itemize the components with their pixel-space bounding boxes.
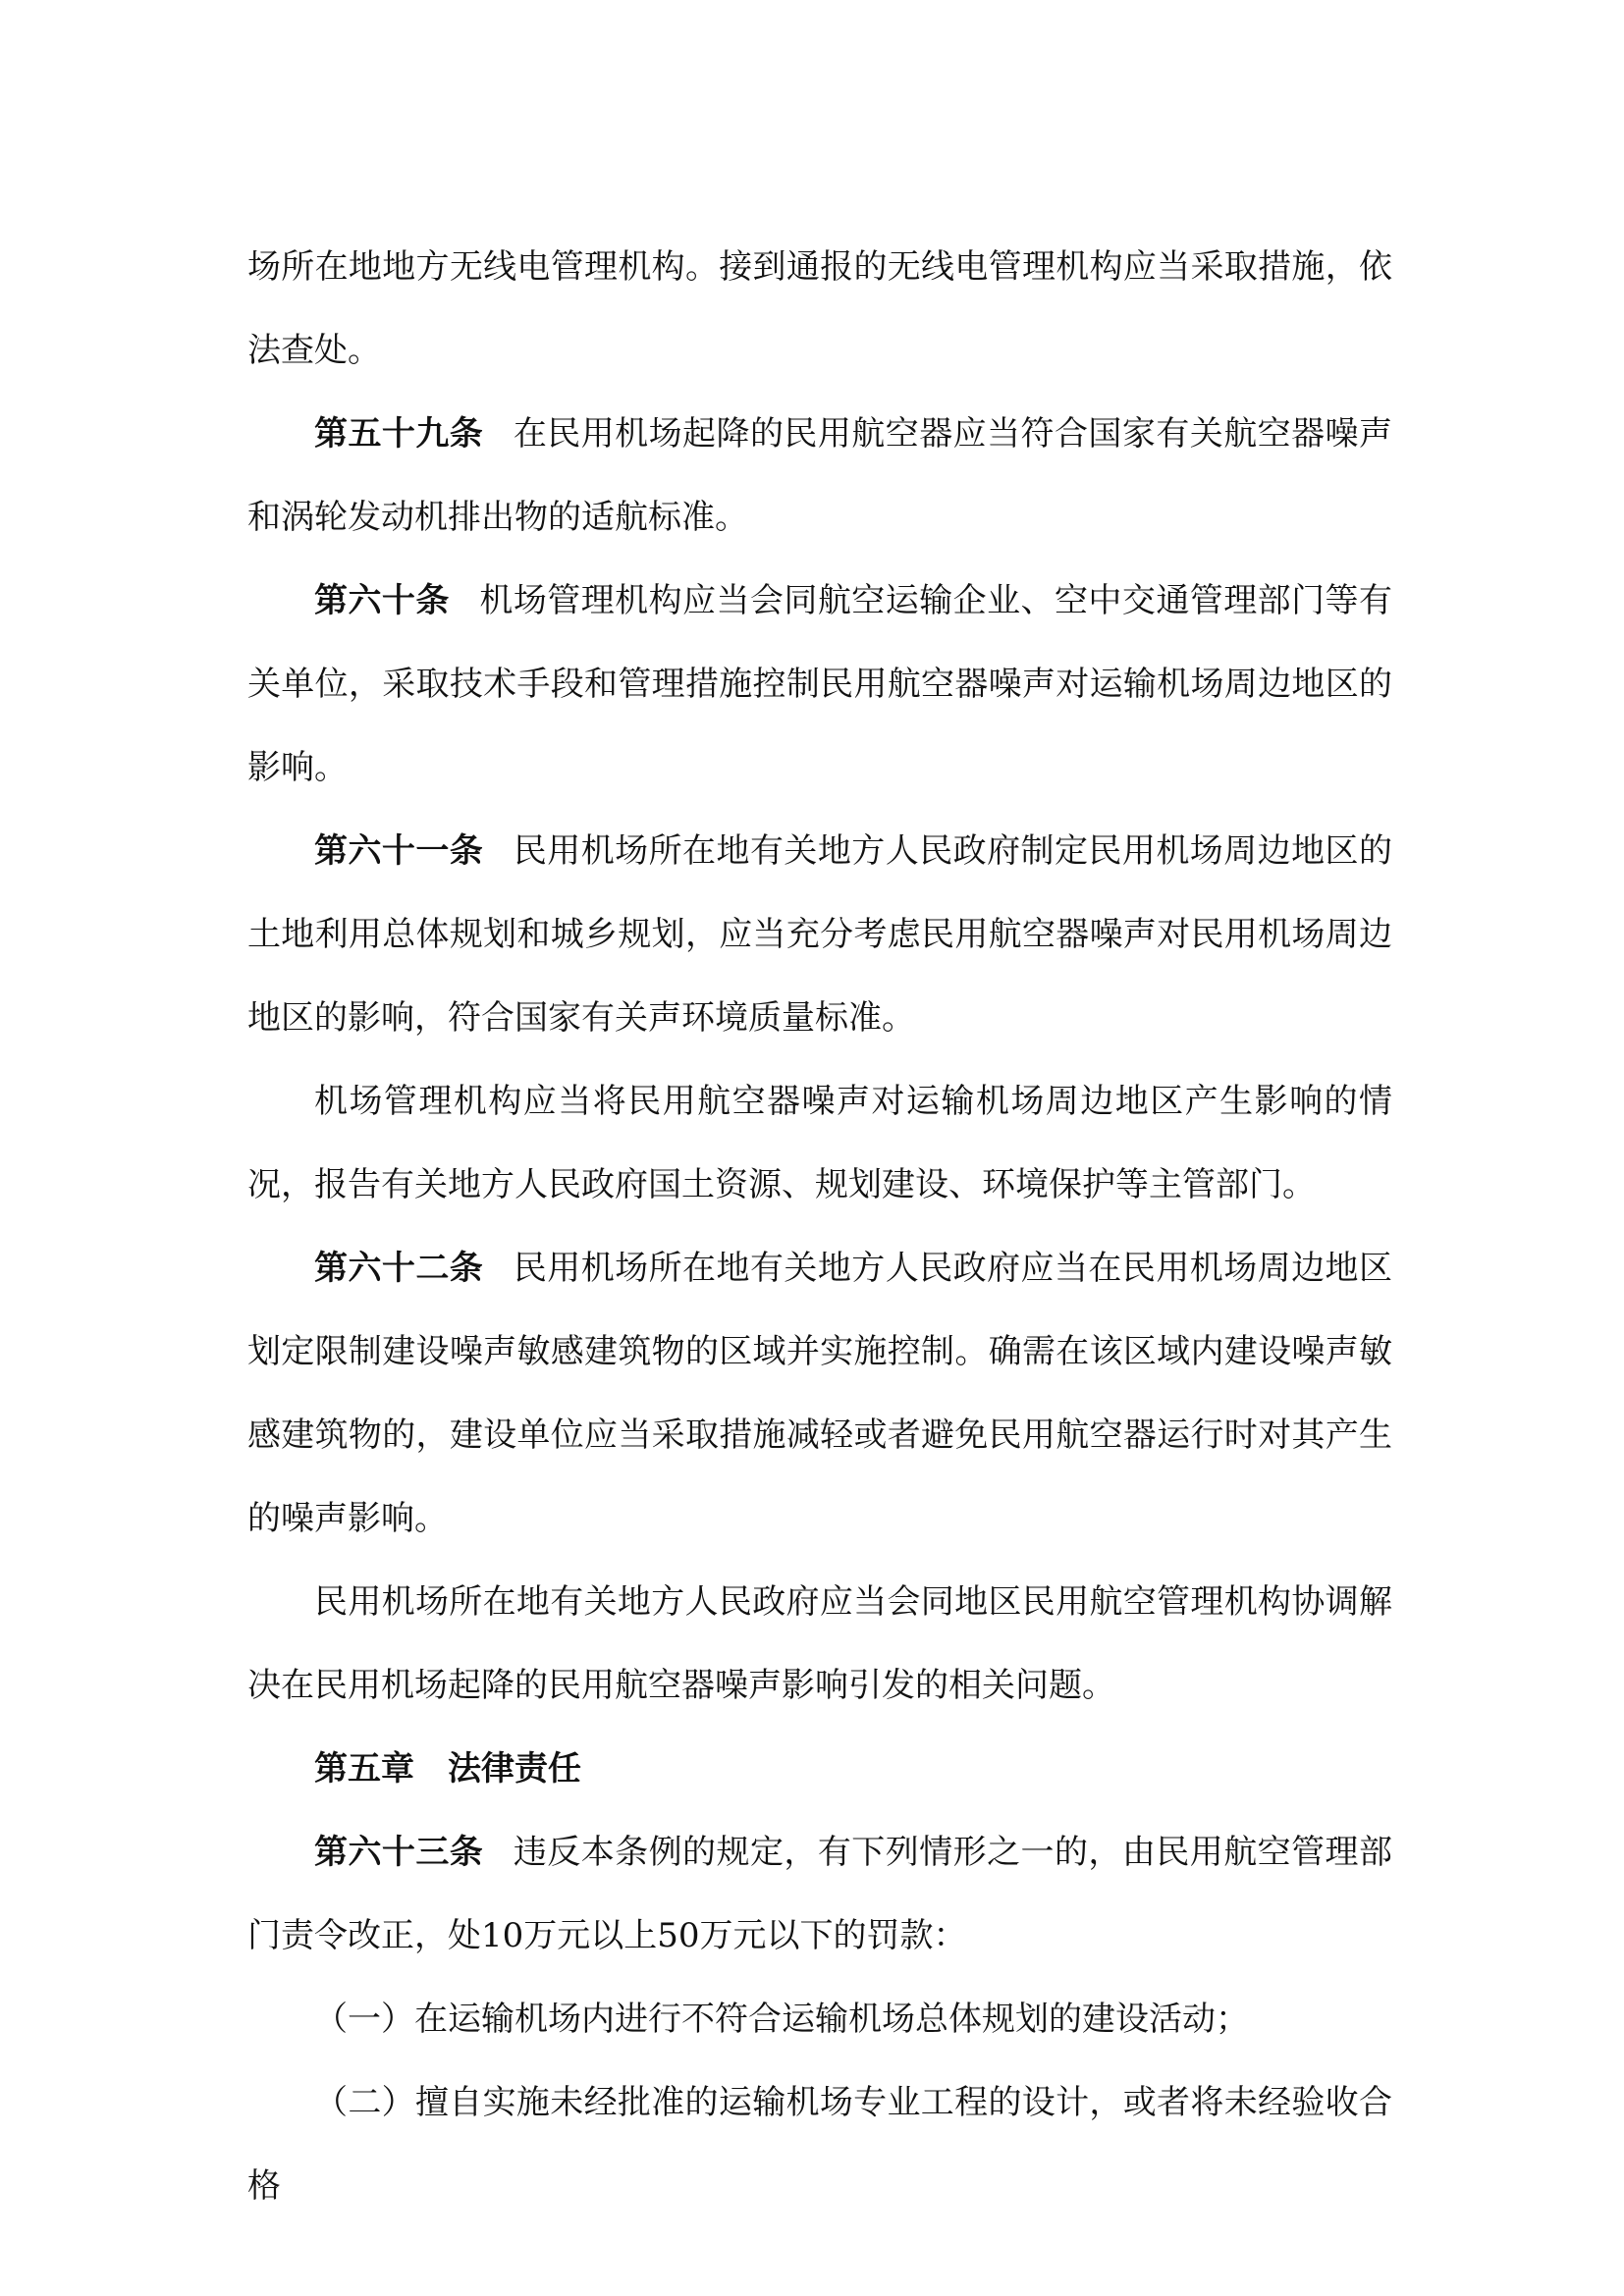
article-63-item-2: （二）擅自实施未经批准的运输机场专业工程的设计，或者将未经验收合格 <box>247 2083 1392 2206</box>
chapter-5-heading: 第五章 法律责任 <box>314 1749 581 1789</box>
article-60-text: 机场管理机构应当会同航空运输企业、空中交通管理部门等有关单位，采取技术手段和管理措施控制民用航空器噪声对运输机场周边地区的影响。 <box>247 581 1393 787</box>
article-61-paragraph-2: 机场管理机构应当将民用航空器噪声对运输机场周边地区产生影响的情况，报告有关地方人民政府国土资源、规划建设、环境保护等主管部门。 <box>247 1082 1392 1204</box>
article-62-paragraph-2: 民用机场所在地有关地方人民政府应当会同地区民用航空管理机构协调解决在民用机场起降的民用航空器噪声影响引发的相关问题。 <box>247 1582 1392 1705</box>
article-63-item-1: （一）在运输机场内进行不符合运输机场总体规划的建设活动； <box>314 2000 1249 2039</box>
article-61 <box>247 810 1392 1060</box>
article-62-title: 第六十二条 <box>314 1249 484 1288</box>
article-62 <box>247 1227 1392 1561</box>
article-59-text: 在民用机场起降的民用航空器应当符合国家有关航空器噪声和涡轮发动机排出物的适航标准。 <box>247 414 1392 537</box>
article-63 <box>247 1811 1392 1978</box>
article-60-title: 第六十条 <box>314 581 450 620</box>
article-60 <box>247 560 1392 810</box>
article-59 <box>247 393 1392 560</box>
document-body <box>247 226 1392 2228</box>
article-59-title: 第五十九条 <box>314 414 484 454</box>
article-62-text: 民用机场所在地有关地方人民政府应当在民用机场周边地区划定限制建设噪声敏感建筑物的区域并实施控制。确需在该区域内建设噪声敏感建筑物的，建设单位应当采取措施减轻或者避免民用航空器运行时对其产生的噪声影响。 <box>247 1249 1392 1538</box>
continued-paragraph: 场所在地地方无线电管理机构。接到通报的无线电管理机构应当采取措施，依法查处。 <box>247 247 1392 370</box>
article-61-text: 民用机场所在地有关地方人民政府制定民用机场周边地区的土地利用总体规划和城乡规划，应当充分考虑民用航空器噪声对民用机场周边地区的影响，符合国家有关声环境质量标准。 <box>247 831 1392 1038</box>
article-63-title: 第六十三条 <box>314 1833 484 1872</box>
article-61-title: 第六十一条 <box>314 831 484 871</box>
article-63-text: 违反本条例的规定，有下列情形之一的，由民用航空管理部门责令改正，处10万元以上50万元以下的罚款： <box>247 1833 1392 1955</box>
